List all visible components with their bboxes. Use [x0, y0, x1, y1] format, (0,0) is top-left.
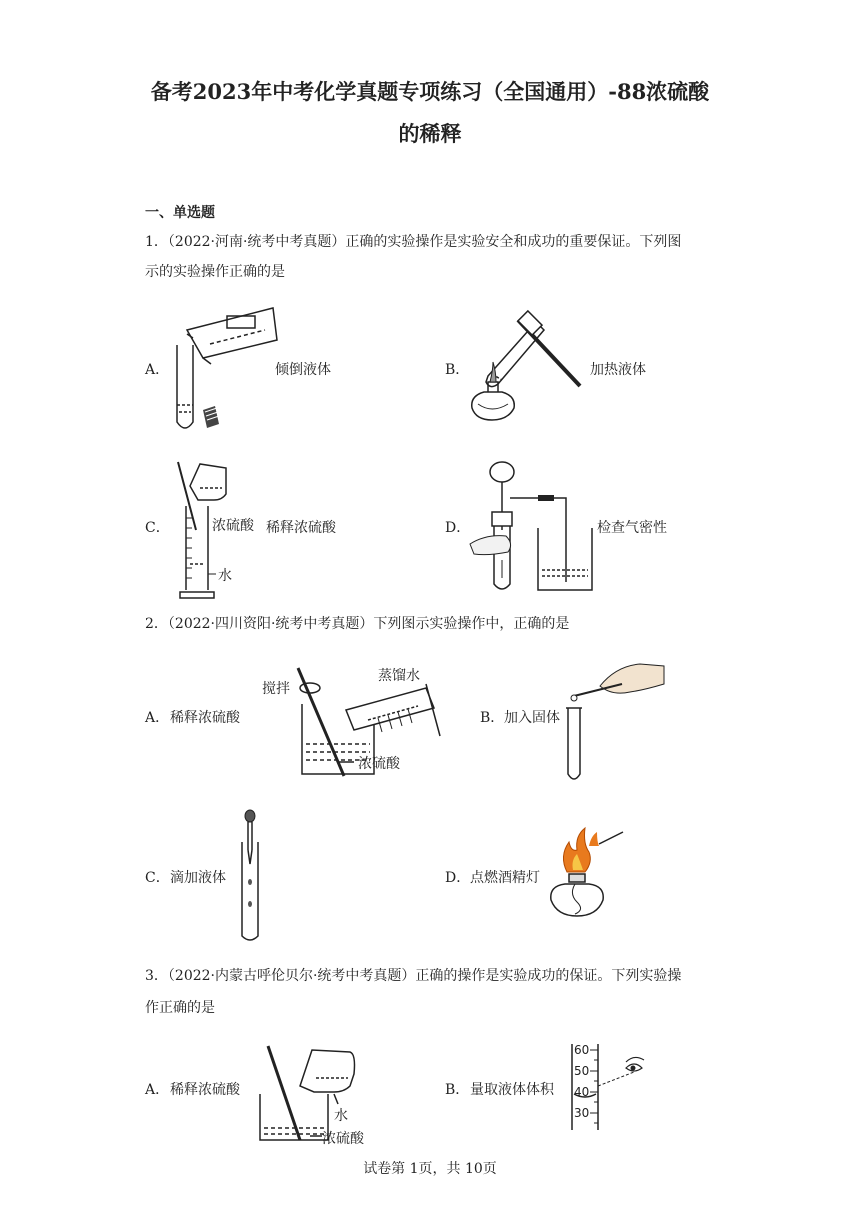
q1-option-c-text: 稀释浓硫酸: [266, 520, 336, 536]
scale-label-30: 30: [574, 1106, 590, 1120]
q2-option-b-text: 加入固体: [504, 710, 560, 726]
q2-option-a-text: 稀释浓硫酸: [170, 710, 240, 726]
q1-figure-dilute-acid-cylinder: [170, 458, 270, 603]
question-1-stem-line2: 示的实验操作正确的是: [145, 264, 285, 280]
q2-option-d-label: D．: [445, 870, 471, 886]
question-3-stem-line2: 作正确的是: [145, 1000, 215, 1016]
page-title: 备考2023年中考化学真题专项练习（全国通用）-88浓硫酸: [150, 79, 710, 104]
eye-icon: [626, 1057, 644, 1071]
q1-option-d-text: 检查气密性: [597, 520, 667, 536]
q3-option-a-label: A．: [145, 1082, 170, 1098]
question-2-stem: 2．（2022·四川资阳·统考中考真题）下列图示实验操作中，正确的是: [145, 616, 570, 632]
fig-label-concentrated-acid: 浓硫酸: [212, 518, 254, 534]
scale-label-50: 50: [574, 1064, 590, 1078]
q3-option-b-label: B．: [445, 1082, 470, 1098]
question-1-stem: 1．（2022·河南·统考中考真题）正确的实验操作是实验安全和成功的重要保证。下列图: [145, 234, 682, 250]
q2-figure-dilute-acid-beaker: [258, 660, 443, 782]
question-3-stem: 3．（2022·内蒙古呼伦贝尔·统考中考真题）正确的操作是实验成功的保证。下列实验操: [145, 968, 682, 984]
q2-option-a-label: A．: [145, 710, 170, 726]
q1-option-b-text: 加热液体: [590, 362, 646, 378]
q1-option-d-label: D．: [445, 520, 471, 536]
fig-label-water-2: 水: [334, 1108, 348, 1124]
q1-option-b-label: B．: [445, 362, 470, 378]
q2-option-c-label: C．: [145, 870, 170, 886]
q1-figure-airtightness-check: [466, 460, 596, 598]
q2-option-b-label: B．: [480, 710, 505, 726]
q3-option-b-text: 量取液体体积: [470, 1082, 554, 1098]
q1-option-c-label: C．: [145, 520, 170, 536]
q3-figure-measure-volume: [566, 1040, 676, 1132]
q2-figure-add-solid: [560, 656, 665, 784]
page-footer: 试卷第 1页，共 10页: [363, 1161, 497, 1177]
q1-figure-heat-liquid: [468, 308, 588, 433]
q2-figure-dropper: [236, 808, 266, 944]
fig-label-water: 水: [218, 568, 232, 584]
q3-figure-dilute-acid-beaker: [254, 1040, 404, 1150]
section-heading: 一、单选题: [145, 205, 215, 221]
fig-label-concentrated-acid-3: 浓硫酸: [322, 1131, 364, 1147]
fig-label-stir: 搅拌: [262, 681, 290, 697]
q1-figure-pour-liquid: [165, 300, 280, 435]
q1-option-a-text: 倾倒液体: [275, 362, 331, 378]
q3-option-a-text: 稀释浓硫酸: [170, 1082, 240, 1098]
scale-label-40: 40: [574, 1085, 590, 1099]
fig-label-distilled-water: 蒸馏水: [378, 668, 420, 684]
q2-option-c-text: 滴加液体: [170, 870, 226, 886]
fig-label-concentrated-acid-2: 浓硫酸: [358, 756, 400, 772]
q1-option-a-label: A．: [145, 362, 170, 378]
q2-option-d-text: 点燃酒精灯: [470, 870, 540, 886]
q2-figure-light-alcohol-lamp: [545, 822, 625, 922]
page-title-line2: 的稀释: [398, 121, 462, 146]
scale-label-60: 60: [574, 1043, 590, 1057]
